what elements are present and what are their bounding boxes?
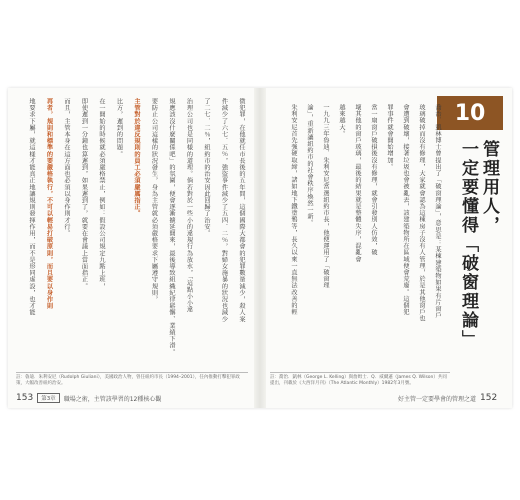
right-body-column: 越來越大。 <box>338 104 345 137</box>
right-page-number: 152 <box>480 393 498 403</box>
right-body-column: 玻璃破掉而沒有修理，大家就會認為這棟房子沒有人管理，於是其他窗戶也 <box>418 104 425 322</box>
right-body-column: 朱利安尼首先強硬取締，諸如地下鐵塗鴉等，長久以來一直無法改善的輕 <box>290 104 297 316</box>
left-footnote-rule <box>16 372 248 373</box>
right-body-column: 會遭到破壞，接著垃圾也會被亂丟，該建築物所在區域便會荒廢。這個犯 <box>402 104 409 316</box>
left-body-column: 微犯罪，在他就任市長後的五年間，這個國際大都會的犯罪數量減少，殺人案 <box>238 98 245 323</box>
left-running-head: 職場之術，主管該學習的12種核心觀 <box>63 395 162 403</box>
left-body-column: 再者，規則和標準的要嚴格執行，不可以輕易打破原則，而且要以身作則 <box>45 98 53 310</box>
left-body-column: 主管對於違反規則的員工必須嚴厲指正。 <box>133 98 140 217</box>
left-body-column: 而且，主管本身在這方面也必須以身作則才行。 <box>63 98 70 237</box>
right-body-column: 一九九三年魯迪．朱利安尼當選紐約市長，他便運用了「破窗理 <box>322 104 329 289</box>
right-body-column: 罪事件就會開始增加。 <box>386 104 393 170</box>
page-title-line1: 管理用人， <box>479 140 499 235</box>
left-body-column: 了二七．二％，紐約市的治安因此回歸了治安。 <box>203 98 210 237</box>
chapter-number: 10 <box>454 100 486 126</box>
left-body-column: 即使遲到一分鐘也算遲到，如果遲到了，就要在會議上當面指正。 <box>80 98 88 290</box>
left-body-column: 治理公司也是同樣的道理。倘若對於一些小的違規行為放水，「這點小小違 <box>185 98 193 313</box>
left-body-column: 在一開始的時候就必須嚴格禁止，例如：假設公司規定九點上班， <box>98 98 105 290</box>
right-body-column: 當一扇窗戶破損後沒有修理，就會引發別人仿效，破 <box>370 104 377 256</box>
right-body-column: 論」，重新讓紐約市的社會秩序煥然一新。 <box>306 104 313 227</box>
right-body-column: 喬治．凱林博士曾提出了「破窗理論」，意思是：某棟建築物如果有片窗戶 <box>434 104 441 319</box>
right-footer <box>398 393 497 403</box>
left-body-column: 要防止公司這樣的狀況發生，身為主管就必須嚴格要求下屬遵守規則， <box>150 98 158 303</box>
left-page-number: 153 <box>16 393 34 403</box>
right-running-head: 好主管一定要學會的管理之道 <box>398 395 477 403</box>
chapter-tag: 第3章 <box>37 393 60 403</box>
left-footnote: 註：魯迪．朱利安尼（Rudolph Giuliani），美國政治人物，曾任紐約市長（1994–2001），任內推動打擊犯罪政策，大幅改善紐約治安。 <box>16 375 240 386</box>
left-body-column: 件減少了六七．五％，強盜事件減少了五四．二％，對婦女施暴的狀況也減少 <box>220 98 228 323</box>
left-footer <box>16 393 161 403</box>
page-title-line2: 一定要懂得「破窗理論」 <box>458 140 478 349</box>
right-body-column: 壞其他的窗戶玻璃，最後的結果就是整體失序，混亂會 <box>354 104 361 263</box>
left-body-column: 規應該沒什麼關係吧」的氛圍，便會逐漸擴延開來，最後導致組織紀律鬆懈、業績下滑。 <box>168 98 175 356</box>
chapter-number-box <box>437 96 503 130</box>
left-body-column: 地要求下屬，就這樣才能真正地讓規則發揮作用，而不是形同虛設，也才能 <box>28 98 35 316</box>
right-footnote-rule <box>270 372 450 373</box>
book-gutter <box>254 88 266 408</box>
right-footnote: 註：喬治．凱林（George L. Kelling）與詹姆士．Q．威爾遜（James Q. Wilson）共同提出，刊載於《大西洋月刊》（The Atlantic Monthly）1982年3月號。 <box>270 375 447 386</box>
left-body-column: 比方，遲到的問題。 <box>115 98 123 158</box>
